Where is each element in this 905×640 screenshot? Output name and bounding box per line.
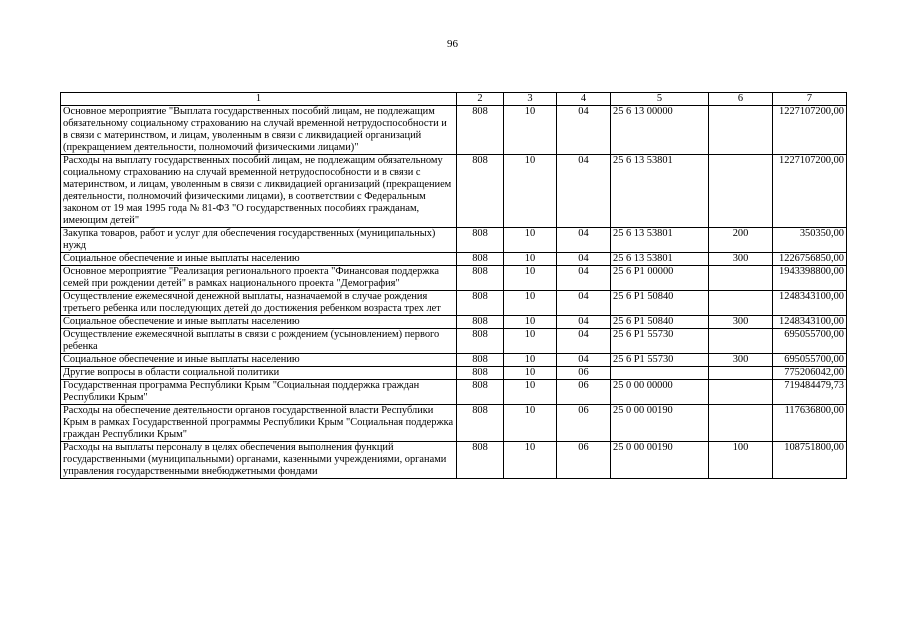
expense-name: Социальное обеспечение и иные выплаты населению — [61, 253, 457, 266]
amount: 108751800,00 — [773, 442, 847, 479]
section-code: 10 — [504, 316, 557, 329]
column-header: 3 — [504, 93, 557, 106]
subsection-code: 04 — [557, 266, 611, 291]
grbs-code: 808 — [457, 354, 504, 367]
target-article-code: 25 0 00 00190 — [611, 405, 709, 442]
expense-type-code: 300 — [709, 253, 773, 266]
grbs-code: 808 — [457, 155, 504, 228]
subsection-code: 04 — [557, 354, 611, 367]
target-article-code: 25 6 P1 55730 — [611, 329, 709, 354]
table-row — [61, 228, 847, 253]
expense-name: Основное мероприятие "Выплата государственных пособий лицам, не подлежащим обязательному социальному страхованию на случай временной нетрудоспособности и в связи с материнством, и лицам, уволенным в связи с ликвидацией организаций (прекращением деятельности, полномочий физическими лицами)" — [61, 106, 457, 155]
amount: 775206042,00 — [773, 367, 847, 380]
grbs-code: 808 — [457, 380, 504, 405]
amount: 1227107200,00 — [773, 106, 847, 155]
target-article-code: 25 6 P1 00000 — [611, 266, 709, 291]
target-article-code — [611, 367, 709, 380]
grbs-code: 808 — [457, 367, 504, 380]
expense-type-code: 300 — [709, 354, 773, 367]
target-article-code: 25 6 13 53801 — [611, 253, 709, 266]
amount: 1226756850,00 — [773, 253, 847, 266]
table-row — [61, 354, 847, 367]
section-code: 10 — [504, 380, 557, 405]
section-code: 10 — [504, 291, 557, 316]
grbs-code: 808 — [457, 442, 504, 479]
expense-type-code — [709, 367, 773, 380]
expense-name: Социальное обеспечение и иные выплаты населению — [61, 354, 457, 367]
grbs-code: 808 — [457, 253, 504, 266]
section-code: 10 — [504, 228, 557, 253]
amount: 117636800,00 — [773, 405, 847, 442]
expense-type-code — [709, 266, 773, 291]
amount: 1248343100,00 — [773, 316, 847, 329]
grbs-code: 808 — [457, 405, 504, 442]
expense-name: Осуществление ежемесячной денежной выплаты, назначаемой в случае рождения третьего ребенка или последующих детей до достижения ребенком возраста трех лет — [61, 291, 457, 316]
expense-type-code — [709, 380, 773, 405]
subsection-code: 04 — [557, 291, 611, 316]
expense-name: Другие вопросы в области социальной политики — [61, 367, 457, 380]
amount: 1943398800,00 — [773, 266, 847, 291]
expense-name: Основное мероприятие "Реализация регионального проекта "Финансовая поддержка семей при рождении детей" в рамках национального проекта "Демография" — [61, 266, 457, 291]
column-header: 4 — [557, 93, 611, 106]
table-row — [61, 380, 847, 405]
grbs-code: 808 — [457, 106, 504, 155]
budget-table — [60, 92, 847, 479]
section-code: 10 — [504, 405, 557, 442]
table-row — [61, 266, 847, 291]
amount: 350350,00 — [773, 228, 847, 253]
table-row — [61, 106, 847, 155]
column-header: 6 — [709, 93, 773, 106]
expense-name: Социальное обеспечение и иные выплаты населению — [61, 316, 457, 329]
amount: 1227107200,00 — [773, 155, 847, 228]
expense-type-code — [709, 329, 773, 354]
expense-name: Государственная программа Республики Крым "Социальная поддержка граждан Республики Крым" — [61, 380, 457, 405]
grbs-code: 808 — [457, 228, 504, 253]
table-row — [61, 329, 847, 354]
table-row — [61, 291, 847, 316]
table-row — [61, 367, 847, 380]
section-code: 10 — [504, 354, 557, 367]
column-header: 7 — [773, 93, 847, 106]
subsection-code: 04 — [557, 155, 611, 228]
expense-type-code — [709, 291, 773, 316]
section-code: 10 — [504, 367, 557, 380]
column-header: 1 — [61, 93, 457, 106]
target-article-code: 25 6 13 00000 — [611, 106, 709, 155]
subsection-code: 04 — [557, 329, 611, 354]
amount: 719484479,73 — [773, 380, 847, 405]
target-article-code: 25 0 00 00190 — [611, 442, 709, 479]
target-article-code: 25 6 P1 50840 — [611, 316, 709, 329]
amount: 1248343100,00 — [773, 291, 847, 316]
grbs-code: 808 — [457, 316, 504, 329]
expense-name: Осуществление ежемесячной выплаты в связи с рождением (усыновлением) первого ребенка — [61, 329, 457, 354]
expense-type-code — [709, 405, 773, 442]
subsection-code: 04 — [557, 253, 611, 266]
table-row — [61, 155, 847, 228]
expense-name: Закупка товаров, работ и услуг для обеспечения государственных (муниципальных) нужд — [61, 228, 457, 253]
expense-name: Расходы на выплаты персоналу в целях обеспечения выполнения функций государственными (муниципальными) органами, казенными учреждениями, органами управления государственными внебюджетными фондами — [61, 442, 457, 479]
header-row — [61, 93, 847, 106]
section-code: 10 — [504, 329, 557, 354]
amount: 695055700,00 — [773, 354, 847, 367]
expense-type-code — [709, 155, 773, 228]
target-article-code: 25 6 13 53801 — [611, 155, 709, 228]
expense-type-code: 100 — [709, 442, 773, 479]
table-row — [61, 316, 847, 329]
subsection-code: 06 — [557, 442, 611, 479]
subsection-code: 04 — [557, 106, 611, 155]
subsection-code: 06 — [557, 380, 611, 405]
expense-name: Расходы на обеспечение деятельности органов государственной власти Республики Крым в рамках Государственной программы Республики Крым "Социальная поддержка граждан Республики Крым" — [61, 405, 457, 442]
section-code: 10 — [504, 155, 557, 228]
section-code: 10 — [504, 253, 557, 266]
expense-name: Расходы на выплату государственных пособий лицам, не подлежащим обязательному социальному страхованию на случай временной нетрудоспособности и в связи с материнством, и лицам, уволенным в связи с ликвидацией организаций (прекращением деятельности, полномочий физическими лицами), в соответствии с Федеральным законом от 19 мая 1995 года № 81-ФЗ "О государственных пособиях гражданам, имеющим детей" — [61, 155, 457, 228]
target-article-code: 25 6 P1 55730 — [611, 354, 709, 367]
subsection-code: 06 — [557, 405, 611, 442]
expense-type-code — [709, 106, 773, 155]
subsection-code: 06 — [557, 367, 611, 380]
table-row — [61, 405, 847, 442]
table-row — [61, 442, 847, 479]
grbs-code: 808 — [457, 291, 504, 316]
grbs-code: 808 — [457, 329, 504, 354]
page-number: 96 — [447, 38, 458, 50]
grbs-code: 808 — [457, 266, 504, 291]
table-row — [61, 253, 847, 266]
subsection-code: 04 — [557, 228, 611, 253]
section-code: 10 — [504, 266, 557, 291]
target-article-code: 25 0 00 00000 — [611, 380, 709, 405]
expense-type-code: 200 — [709, 228, 773, 253]
target-article-code: 25 6 13 53801 — [611, 228, 709, 253]
section-code: 10 — [504, 442, 557, 479]
subsection-code: 04 — [557, 316, 611, 329]
target-article-code: 25 6 P1 50840 — [611, 291, 709, 316]
section-code: 10 — [504, 106, 557, 155]
amount: 695055700,00 — [773, 329, 847, 354]
expense-type-code: 300 — [709, 316, 773, 329]
column-header: 2 — [457, 93, 504, 106]
column-header: 5 — [611, 93, 709, 106]
